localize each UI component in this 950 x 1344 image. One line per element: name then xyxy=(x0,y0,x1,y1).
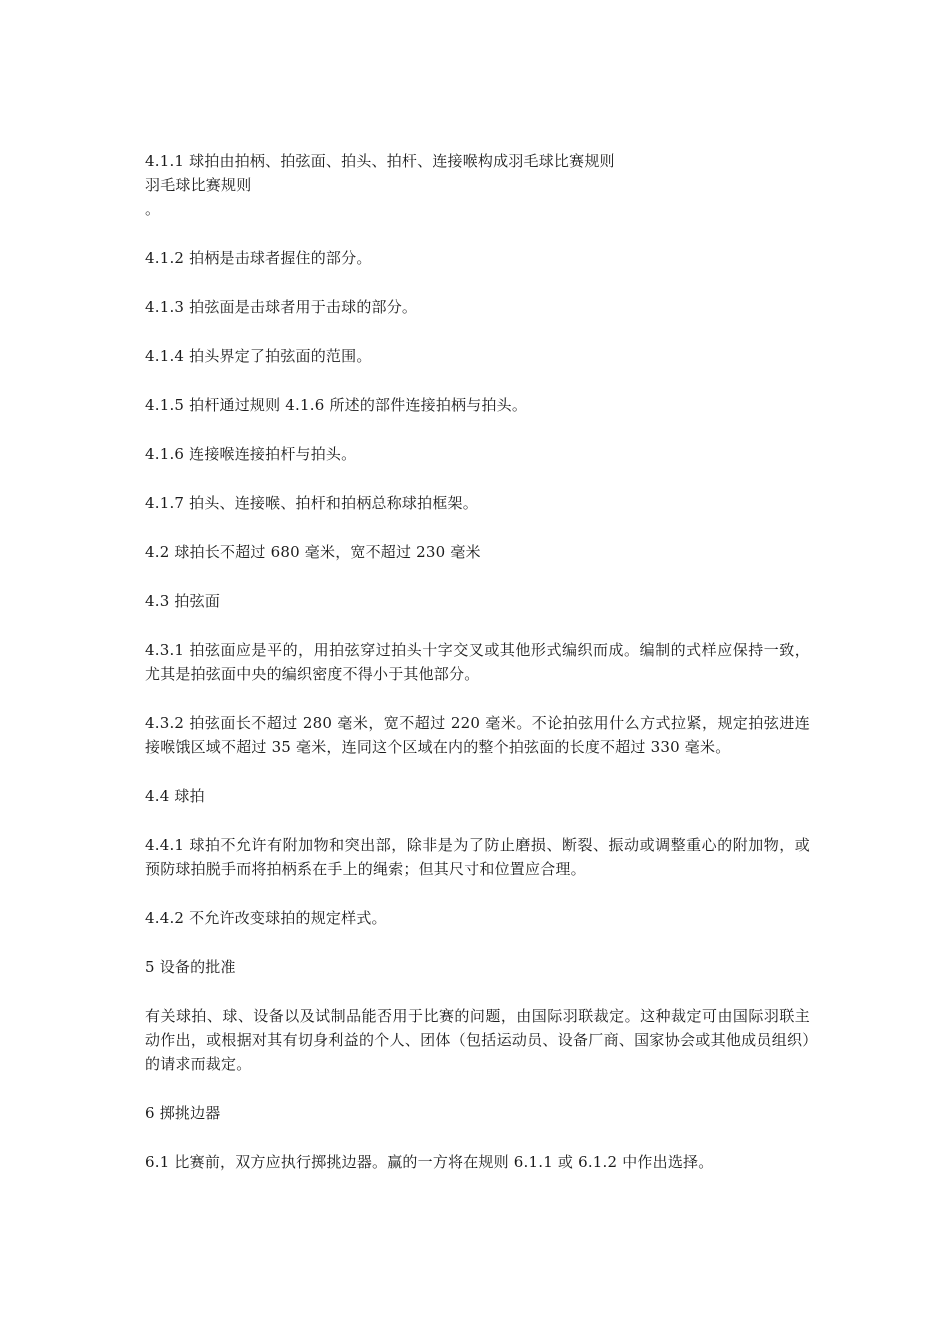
paragraph-4-1-1-line-1: 4.1.1 球拍由拍柄、拍弦面、拍头、拍杆、连接喉构成羽毛球比赛规则 xyxy=(145,152,615,170)
heading-4-3: 4.3 拍弦面 xyxy=(145,592,221,610)
document-body xyxy=(145,149,810,1174)
heading-6: 6 掷挑边器 xyxy=(145,1104,221,1122)
paragraph-4-3-1: 4.3.1 拍弦面应是平的，用拍弦穿过拍头十字交叉或其他形式编织而成。编制的式样应保持一致，尤其是拍弦面中央的编织密度不得小于其他部分。 xyxy=(145,641,810,683)
paragraph-4-1-3: 4.1.3 拍弦面是击球者用于击球的部分。 xyxy=(145,298,418,316)
heading-4-4: 4.4 球拍 xyxy=(145,787,205,805)
heading-5: 5 设备的批准 xyxy=(145,958,236,976)
paragraph-4-1-7: 4.1.7 拍头、连接喉、拍杆和拍柄总称球拍框架。 xyxy=(145,494,478,512)
paragraph-4-1-2: 4.1.2 拍柄是击球者握住的部分。 xyxy=(145,249,372,267)
paragraph-5: 有关球拍、球、设备以及试制品能否用于比赛的问题，由国际羽联裁定。这种裁定可由国际羽联主动作出，或根据对其有切身利益的个人、团体（包括运动员、设备厂商、国家协会或其他成员组织）的请求而裁定。 xyxy=(145,1007,810,1073)
paragraph-4-4-1: 4.4.1 球拍不允许有附加物和突出部，除非是为了防止磨损、断裂、振动或调整重心的附加物，或预防球拍脱手而将拍柄系在手上的绳索；但其尺寸和位置应合理。 xyxy=(145,836,810,878)
paragraph-4-1-1 xyxy=(145,149,810,221)
paragraph-4-4-2: 4.4.2 不允许改变球拍的规定样式。 xyxy=(145,909,387,927)
paragraph-4-1-6: 4.1.6 连接喉连接拍杆与拍头。 xyxy=(145,445,357,463)
paragraph-4-1-1-line-3: 。 xyxy=(145,200,161,218)
paragraph-4-1-4: 4.1.4 拍头界定了拍弦面的范围。 xyxy=(145,347,372,365)
paragraph-4-1-5: 4.1.5 拍杆通过规则 4.1.6 所述的部件连接拍柄与拍头。 xyxy=(145,396,528,414)
paragraph-4-1-1-line-2: 羽毛球比赛规则 xyxy=(145,176,252,194)
paragraph-6-1: 6.1 比赛前，双方应执行掷挑边器。赢的一方将在规则 6.1.1 或 6.1.2 中作出选择。 xyxy=(145,1153,714,1171)
paragraph-4-3-2: 4.3.2 拍弦面长不超过 280 毫米，宽不超过 220 毫米。不论拍弦用什么方式拉紧，规定拍弦进连接喉饿区域不超过 35 毫米，连同这个区域在内的整个拍弦面的长度不超过 330 毫米。 xyxy=(145,714,810,756)
paragraph-4-2: 4.2 球拍长不超过 680 毫米，宽不超过 230 毫米 xyxy=(145,543,481,561)
